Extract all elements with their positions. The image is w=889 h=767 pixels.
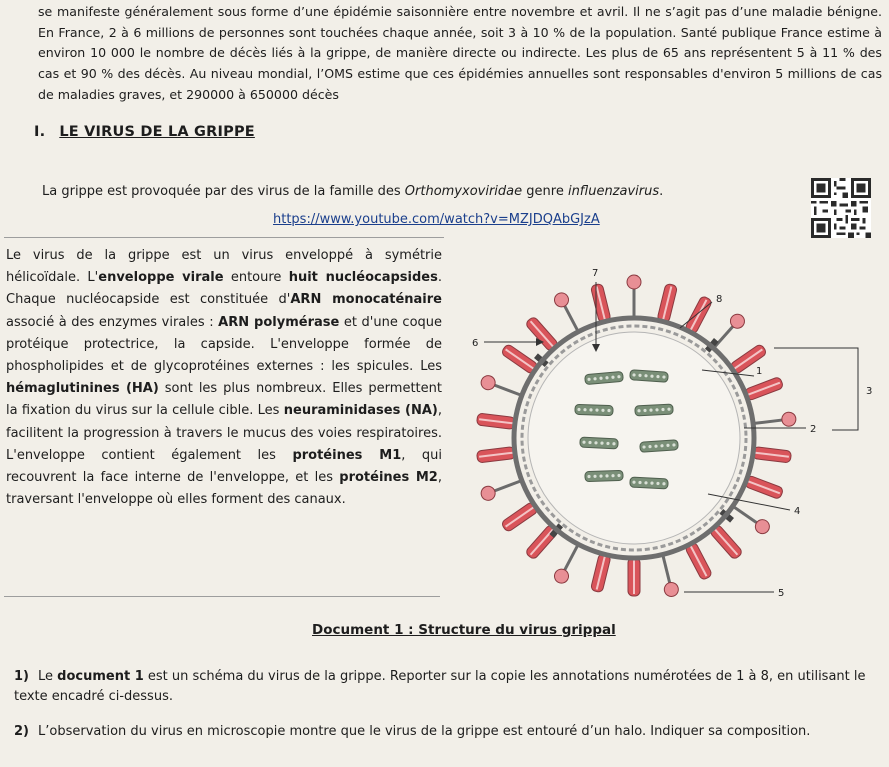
section-heading bbox=[34, 124, 255, 140]
qr-code-icon[interactable] bbox=[811, 178, 871, 238]
lead-after: . bbox=[659, 184, 664, 199]
label-5: 5 bbox=[778, 588, 785, 599]
hemagglutinin-spike bbox=[476, 447, 515, 463]
lead-middle: genre bbox=[522, 184, 568, 199]
question-1-number: 1) bbox=[14, 669, 29, 684]
document-caption: Document 1 : Structure du virus grippal bbox=[312, 622, 616, 638]
box-bottom-rule bbox=[4, 596, 440, 597]
virus-genus: influenzavirus bbox=[567, 184, 660, 199]
info-box bbox=[6, 245, 442, 511]
nucleocapsid bbox=[635, 404, 673, 416]
intro-paragraph bbox=[38, 2, 882, 106]
virus-diagram bbox=[444, 238, 884, 604]
info-box-text: Le virus de la grippe est un virus enveloppé à symétrie hélicoïdale. L'enveloppe virale entoure huit nucléocapsides. Chaque nucléocapside est constituée d'ARN monocaténaire associé à des enzymes virales : ARN polymérase et d'une coque protéique protectrice, la capside. L'enveloppe formée de phospholipides et de glycoprotéines externes : les spicules. Les hémaglutinines (HA) sont les plus nombreux. Elles permettent la fixation du virus sur la cellule cible. Les neuraminidases (NA), facilitent la progression à travers le mucus des voies respiratoires. L'enveloppe contient également les protéines M1, qui recouvrent la face interne de l'enveloppe, et les protéines M2, traversant l'enveloppe où elles forment des canaux. bbox=[6, 248, 443, 508]
hemagglutinin-spike bbox=[744, 376, 784, 401]
nucleocapsid bbox=[640, 440, 679, 453]
neuraminidase-spike bbox=[479, 374, 522, 402]
hemagglutinin-spike bbox=[590, 553, 611, 593]
label-2: 2 bbox=[810, 424, 817, 435]
label-7: 7 bbox=[592, 268, 599, 279]
matrix-layer bbox=[528, 332, 740, 544]
nucleocapsid bbox=[630, 477, 668, 489]
question-2: 2) L’observation du virus en microscopie montre que le virus de la grippe est entouré d’un halo. Indiquer sa composition. bbox=[14, 722, 880, 742]
neuraminidase-spike bbox=[754, 411, 796, 430]
nucleocapsid bbox=[575, 404, 613, 415]
video-link[interactable]: https://www.youtube.com/watch?v=MZJDQAbGJzA bbox=[273, 212, 600, 227]
label-1: 1 bbox=[756, 366, 763, 377]
hemagglutinin-spike bbox=[752, 447, 791, 463]
neuraminidase-spike bbox=[479, 475, 522, 503]
question-1: 1) Le document 1 est un schéma du virus de la grippe. Reporter sur la copie les annotations numérotées de 1 à 8, en utilisant le texte encadré ci-dessus. bbox=[14, 669, 866, 704]
hemagglutinin-spike bbox=[590, 283, 611, 323]
hemagglutinin-spike bbox=[476, 413, 515, 429]
neuraminidase-spike bbox=[552, 543, 583, 586]
lead-before: La grippe est provoquée par des virus de la famille des bbox=[42, 184, 405, 199]
lead-sentence bbox=[42, 184, 663, 199]
box-top-rule bbox=[4, 237, 444, 238]
neuraminidase-spike bbox=[730, 502, 772, 537]
virus-family: Orthomyxoviridae bbox=[404, 184, 523, 199]
label-8: 8 bbox=[716, 294, 723, 305]
neuraminidase-spike bbox=[627, 275, 641, 316]
nucleocapsid bbox=[585, 470, 623, 481]
neuraminidase-spike bbox=[656, 555, 679, 598]
question-2-number: 2) bbox=[14, 724, 29, 739]
label-4: 4 bbox=[794, 506, 801, 517]
label-6: 6 bbox=[472, 338, 479, 349]
nucleocapsid bbox=[630, 370, 669, 383]
hemagglutinin-spike bbox=[744, 475, 784, 500]
label-3: 3 bbox=[866, 386, 873, 397]
hemagglutinin-spike bbox=[628, 558, 640, 596]
hemagglutinin-spike bbox=[657, 283, 678, 323]
intro-text: se manifeste généralement sous forme d’une épidémie saisonnière entre novembre et avril. Il ne s’agit pas d’une maladie bénigne. En France, 2 à 6 millions de personnes sont touchées chaque année, soit 3 à 10 % de la population. Santé publique France estime à environ 10 000 le nombre de décès liés à la grippe, de manière directe ou indirecte. Les plus de 65 ans représentent 5 à 11 % des cas et 90 % des décès. Au niveau mondial, l’OMS estime que ces épidémies annuelles sont responsables d'environ 5 millions de cas de maladies graves, et 290000 à 650000 décès bbox=[38, 4, 882, 102]
section-title: LE VIRUS DE LA GRIPPE bbox=[59, 124, 255, 140]
neuraminidase-spike bbox=[552, 290, 583, 333]
section-number: I. bbox=[34, 124, 46, 140]
nucleocapsid bbox=[580, 437, 618, 449]
